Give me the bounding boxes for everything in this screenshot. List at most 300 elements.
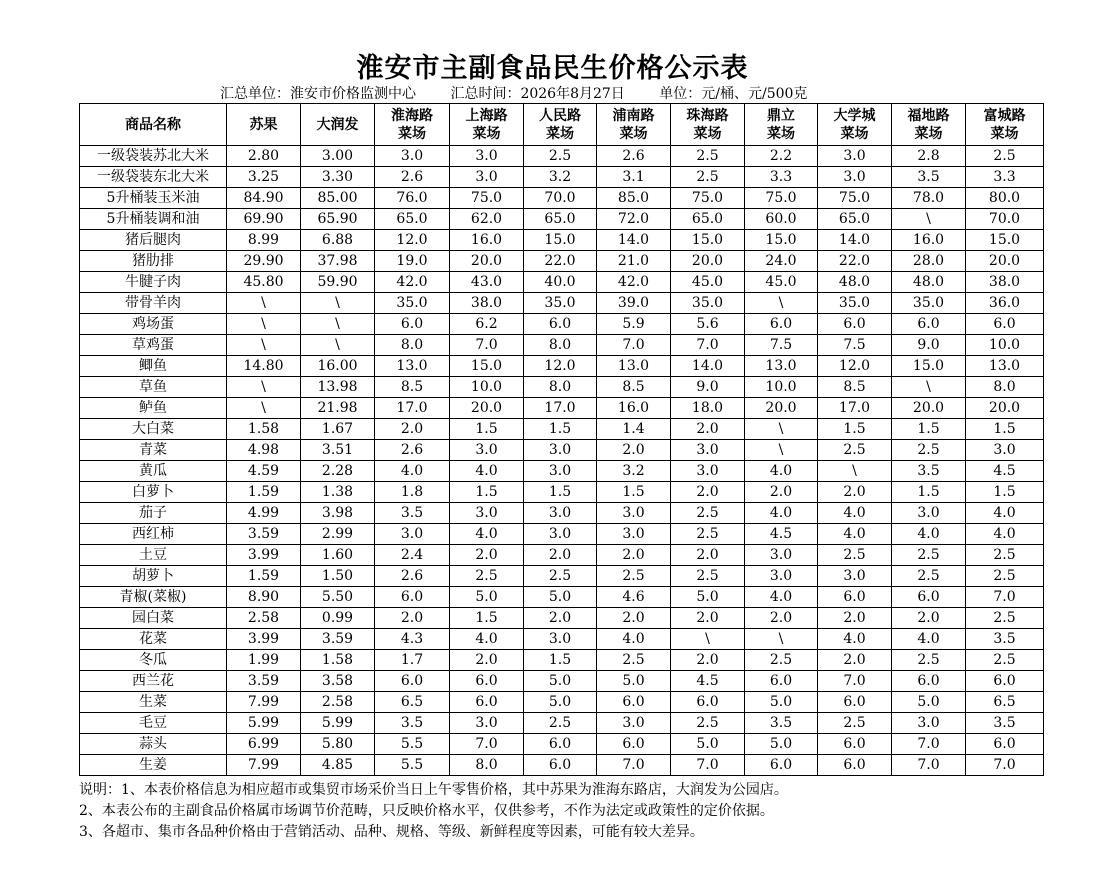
price-cell: 6.0 [892,671,966,692]
price-cell: 7.0 [671,755,745,776]
price-cell: 15.0 [450,356,524,377]
price-cell: \ [227,335,301,356]
price-cell: 3.0 [375,146,450,167]
price-cell: 4.98 [227,440,301,461]
price-cell: 6.0 [375,314,450,335]
product-name-cell: 猪肋排 [80,251,227,272]
price-cell: \ [745,440,818,461]
price-cell: 2.5 [818,713,892,734]
price-cell: 7.0 [597,755,671,776]
price-cell: 3.5 [745,713,818,734]
product-name-cell: 青菜 [80,440,227,461]
price-cell: \ [301,335,375,356]
product-name-cell: 园白菜 [80,608,227,629]
price-cell: 3.0 [524,503,597,524]
price-cell: 20.0 [450,251,524,272]
table-header-row [80,104,1044,146]
price-cell: 3.0 [450,713,524,734]
price-cell: 2.0 [450,545,524,566]
price-cell: 84.90 [227,188,301,209]
price-cell: 3.99 [227,629,301,650]
price-cell: 3.0 [524,440,597,461]
price-cell: 4.99 [227,503,301,524]
price-cell: 2.5 [966,566,1044,587]
price-cell: 3.0 [892,503,966,524]
price-cell: 2.0 [745,482,818,503]
price-cell: 3.0 [892,713,966,734]
price-cell: \ [818,461,892,482]
price-cell: 13.98 [301,377,375,398]
table-row [80,272,1044,293]
price-cell: 1.58 [227,419,301,440]
price-cell: 21.0 [597,251,671,272]
column-header: 淮海路 菜场 [375,104,450,146]
table-row [80,566,1044,587]
price-cell: 65.0 [375,209,450,230]
price-cell: 3.3 [966,167,1044,188]
note-line: 说明：1、本表价格信息为相应超市或集贸市场采价当日上午零售价格，其中苏果为淮海东路店，大润发为公园店。 [79,782,788,798]
price-cell: 2.0 [671,482,745,503]
price-cell: 4.0 [450,524,524,545]
price-cell: 4.0 [597,629,671,650]
price-cell: 1.5 [892,482,966,503]
column-header: 苏果 [227,104,301,146]
price-cell: 5.6 [671,314,745,335]
price-cell: 2.5 [966,650,1044,671]
price-cell: 1.50 [301,566,375,587]
price-cell: 4.0 [375,461,450,482]
price-cell: 35.0 [524,293,597,314]
price-cell: 12.0 [375,230,450,251]
product-name-cell: 茄子 [80,503,227,524]
price-cell: 5.0 [597,671,671,692]
price-cell: 2.5 [892,650,966,671]
price-cell: 2.5 [671,524,745,545]
price-cell: 0.99 [301,608,375,629]
price-cell: 4.0 [818,629,892,650]
price-cell: 4.0 [450,461,524,482]
price-cell: 35.0 [818,293,892,314]
price-cell: 3.2 [597,461,671,482]
price-cell: 8.90 [227,587,301,608]
price-cell: 3.51 [301,440,375,461]
product-name-cell: 西兰花 [80,671,227,692]
price-cell: 15.0 [892,356,966,377]
price-cell: 2.0 [671,419,745,440]
product-name-cell: 鲈鱼 [80,398,227,419]
price-cell: 4.0 [818,524,892,545]
column-header: 珠海路 菜场 [671,104,745,146]
product-name-cell: 胡萝卜 [80,566,227,587]
table-row [80,692,1044,713]
product-name-cell: 白萝卜 [80,482,227,503]
price-cell: 5.99 [227,713,301,734]
price-cell: 2.28 [301,461,375,482]
price-cell: 2.5 [597,650,671,671]
price-cell: 39.0 [597,293,671,314]
price-cell: 35.0 [671,293,745,314]
price-cell: 45.0 [671,272,745,293]
price-cell: 3.5 [966,629,1044,650]
price-cell: 2.5 [671,146,745,167]
price-cell: 2.5 [966,545,1044,566]
table-row [80,461,1044,482]
price-cell: 6.0 [966,734,1044,755]
column-header-name: 商品名称 [80,104,227,146]
column-header: 福地路 菜场 [892,104,966,146]
price-cell: 3.0 [818,167,892,188]
table-body [80,146,1044,776]
price-cell: \ [745,419,818,440]
price-cell: 2.0 [597,608,671,629]
price-cell: 2.5 [524,146,597,167]
price-cell: 7.0 [818,671,892,692]
price-cell: 8.5 [818,377,892,398]
price-cell: 2.0 [818,608,892,629]
price-cell: 29.90 [227,251,301,272]
price-cell: 3.2 [524,167,597,188]
price-cell: 5.0 [524,587,597,608]
price-cell: 6.0 [375,671,450,692]
product-name-cell: 花菜 [80,629,227,650]
table-row [80,146,1044,167]
price-cell: 3.0 [818,146,892,167]
price-cell: 2.2 [745,146,818,167]
price-cell: 6.0 [524,755,597,776]
price-cell: 1.60 [301,545,375,566]
product-name-cell: 黄瓜 [80,461,227,482]
price-cell: 4.3 [375,629,450,650]
price-cell: 22.0 [524,251,597,272]
price-cell: 6.0 [745,671,818,692]
price-cell: 2.80 [227,146,301,167]
price-cell: 5.0 [671,587,745,608]
price-cell: 3.59 [301,629,375,650]
price-cell: 3.0 [597,524,671,545]
price-cell: 20.0 [892,398,966,419]
product-name-cell: 鸡场蛋 [80,314,227,335]
price-cell: 6.0 [450,692,524,713]
product-name-cell: 青椒(菜椒) [80,587,227,608]
price-cell: 5.5 [375,734,450,755]
price-cell: 2.99 [301,524,375,545]
price-cell: 8.0 [966,377,1044,398]
price-cell: 3.0 [966,440,1044,461]
price-cell: 5.5 [375,755,450,776]
price-cell: 3.0 [524,524,597,545]
price-cell: \ [227,293,301,314]
column-header: 人民路 菜场 [524,104,597,146]
price-cell: 2.5 [818,545,892,566]
price-cell: 4.0 [745,587,818,608]
price-cell: \ [227,314,301,335]
price-cell: 5.50 [301,587,375,608]
price-cell: 5.99 [301,713,375,734]
column-header: 鼎立 菜场 [745,104,818,146]
price-cell: 1.5 [892,419,966,440]
price-cell: 4.5 [966,461,1044,482]
price-cell: 1.5 [966,482,1044,503]
price-cell: 85.00 [301,188,375,209]
price-cell: 6.99 [227,734,301,755]
price-cell: 3.99 [227,545,301,566]
report-measure-unit: 单位：元/桶、元/500克 [659,86,808,102]
price-cell: 2.0 [450,650,524,671]
product-name-cell: 冬瓜 [80,650,227,671]
price-cell: 3.30 [301,167,375,188]
price-cell: 2.5 [892,545,966,566]
price-cell: 80.0 [966,188,1044,209]
table-row [80,377,1044,398]
price-cell: 4.0 [966,524,1044,545]
price-cell: 65.0 [818,209,892,230]
price-cell: 75.0 [450,188,524,209]
price-cell: 4.85 [301,755,375,776]
table-row [80,608,1044,629]
price-cell: 7.5 [745,335,818,356]
price-cell: 1.59 [227,482,301,503]
price-cell: 21.98 [301,398,375,419]
product-name-cell: 鲫鱼 [80,356,227,377]
price-cell: 1.59 [227,566,301,587]
product-name-cell: 土豆 [80,545,227,566]
column-header: 富城路 菜场 [966,104,1044,146]
price-cell: 2.5 [671,713,745,734]
price-cell: 75.0 [745,188,818,209]
product-name-cell: 一级袋装苏北大米 [80,146,227,167]
column-header: 大润发 [301,104,375,146]
price-cell: \ [301,314,375,335]
price-cell: 2.0 [671,650,745,671]
price-cell: 1.99 [227,650,301,671]
price-cell: 2.5 [892,566,966,587]
price-cell: 4.0 [745,461,818,482]
price-cell: 7.0 [892,755,966,776]
price-cell: 2.0 [375,419,450,440]
price-cell: 3.58 [301,671,375,692]
table-row [80,524,1044,545]
price-cell: 3.5 [892,461,966,482]
price-cell: 2.0 [524,608,597,629]
price-cell: 1.5 [524,419,597,440]
price-cell: 3.59 [227,524,301,545]
price-cell: 72.0 [597,209,671,230]
price-cell: 6.0 [966,314,1044,335]
price-cell: 6.0 [745,314,818,335]
price-cell: 5.9 [597,314,671,335]
price-cell: 18.0 [671,398,745,419]
price-cell: 42.0 [597,272,671,293]
product-name-cell: 草鱼 [80,377,227,398]
price-cell: 65.0 [671,209,745,230]
price-cell: 3.0 [597,713,671,734]
price-cell: 2.0 [597,545,671,566]
price-cell: 6.0 [892,314,966,335]
price-cell: 45.80 [227,272,301,293]
price-cell: \ [745,293,818,314]
price-cell: 6.88 [301,230,375,251]
price-cell: 2.6 [597,146,671,167]
price-cell: 13.0 [597,356,671,377]
report-meta [220,83,837,103]
price-cell: 3.0 [745,566,818,587]
report-time: 汇总时间：2026年8月27日 [450,86,625,102]
price-cell: 20.0 [966,251,1044,272]
price-cell: 17.0 [818,398,892,419]
report-unit: 汇总单位：淮安市价格监测中心 [220,86,416,102]
price-cell: 10.0 [450,377,524,398]
price-cell: 45.0 [745,272,818,293]
price-cell: 9.0 [671,377,745,398]
table-row [80,293,1044,314]
column-header: 大学城 菜场 [818,104,892,146]
price-cell: 2.5 [671,167,745,188]
price-cell: 6.0 [524,314,597,335]
price-cell: 42.0 [375,272,450,293]
price-cell: \ [745,629,818,650]
price-cell: 12.0 [818,356,892,377]
price-cell: 36.0 [966,293,1044,314]
price-cell: 2.5 [745,650,818,671]
price-cell: 6.0 [745,755,818,776]
price-cell: 14.0 [818,230,892,251]
price-cell: 22.0 [818,251,892,272]
price-cell: 3.0 [597,503,671,524]
price-cell: 19.0 [375,251,450,272]
price-cell: 20.0 [450,398,524,419]
price-cell: \ [671,629,745,650]
price-cell: 6.0 [597,692,671,713]
price-cell: 15.0 [671,230,745,251]
price-cell: 38.0 [966,272,1044,293]
price-cell: \ [227,377,301,398]
price-cell: 4.0 [450,629,524,650]
note-line: 3、各超市、集市各品种价格由于营销活动、品种、规格、等级、新鲜程度等因素，可能有较大差异。 [79,824,704,840]
product-name-cell: 生菜 [80,692,227,713]
price-cell: 16.0 [597,398,671,419]
table-row [80,356,1044,377]
price-cell: 6.0 [524,734,597,755]
price-cell: 60.0 [745,209,818,230]
price-cell: 37.98 [301,251,375,272]
price-cell: 13.0 [966,356,1044,377]
price-cell: 1.7 [375,650,450,671]
price-cell: 1.8 [375,482,450,503]
price-cell: 17.0 [524,398,597,419]
price-cell: 6.0 [375,587,450,608]
price-cell: 6.0 [892,587,966,608]
price-cell: 4.0 [966,503,1044,524]
table-row [80,503,1044,524]
price-cell: 2.5 [892,440,966,461]
price-cell: 5.0 [892,692,966,713]
price-cell: 3.0 [375,524,450,545]
price-cell: 4.6 [597,587,671,608]
price-cell: 2.0 [818,650,892,671]
product-name-cell: 5升桶装玉米油 [80,188,227,209]
price-cell: 16.0 [450,230,524,251]
price-cell: 2.5 [671,503,745,524]
product-name-cell: 生姜 [80,755,227,776]
price-cell: 75.0 [671,188,745,209]
price-cell: 2.0 [671,545,745,566]
price-cell: 35.0 [375,293,450,314]
price-cell: 3.0 [450,146,524,167]
price-cell: 2.5 [597,566,671,587]
price-cell: 85.0 [597,188,671,209]
price-cell: 43.0 [450,272,524,293]
price-cell: 48.0 [818,272,892,293]
price-cell: 3.5 [375,503,450,524]
price-cell: 62.0 [450,209,524,230]
product-name-cell: 一级袋装东北大米 [80,167,227,188]
price-cell: 1.5 [450,419,524,440]
price-cell: 6.0 [818,587,892,608]
table-row [80,167,1044,188]
price-cell: 14.0 [597,230,671,251]
price-cell: 2.6 [375,440,450,461]
table-row [80,650,1044,671]
price-cell: 7.0 [966,587,1044,608]
price-cell: \ [892,377,966,398]
price-cell: 7.0 [450,335,524,356]
price-cell: 76.0 [375,188,450,209]
price-cell: 2.5 [524,713,597,734]
price-table [79,103,1044,776]
price-cell: 5.0 [671,734,745,755]
price-cell: 5.0 [745,734,818,755]
price-cell: \ [301,293,375,314]
price-cell: 3.0 [671,440,745,461]
price-cell: 3.1 [597,167,671,188]
price-cell: 1.67 [301,419,375,440]
table-row [80,629,1044,650]
price-cell: 3.25 [227,167,301,188]
price-cell: 2.5 [818,440,892,461]
price-cell: 5.0 [524,692,597,713]
price-cell: 8.0 [375,335,450,356]
price-cell: 3.0 [818,566,892,587]
product-name-cell: 西红柿 [80,524,227,545]
price-cell: 6.0 [818,755,892,776]
price-cell: 2.5 [966,146,1044,167]
price-cell: 6.5 [375,692,450,713]
price-cell: 2.0 [892,608,966,629]
price-cell: 7.0 [597,335,671,356]
price-cell: 15.0 [745,230,818,251]
product-name-cell: 牛腱子肉 [80,272,227,293]
price-cell: 15.0 [966,230,1044,251]
price-cell: 8.0 [450,755,524,776]
price-cell: 4.0 [892,524,966,545]
price-cell: 3.0 [450,167,524,188]
price-cell: 6.0 [818,692,892,713]
price-cell: 14.80 [227,356,301,377]
product-name-cell: 大白菜 [80,419,227,440]
price-cell: 7.0 [671,335,745,356]
price-cell: 1.4 [597,419,671,440]
table-row [80,251,1044,272]
price-cell: 4.59 [227,461,301,482]
price-cell: 40.0 [524,272,597,293]
column-header: 浦南路 菜场 [597,104,671,146]
price-cell: 2.4 [375,545,450,566]
price-cell: 48.0 [892,272,966,293]
price-cell: 9.0 [892,335,966,356]
table-row [80,755,1044,776]
price-cell: 1.5 [450,482,524,503]
price-cell: 2.6 [375,167,450,188]
